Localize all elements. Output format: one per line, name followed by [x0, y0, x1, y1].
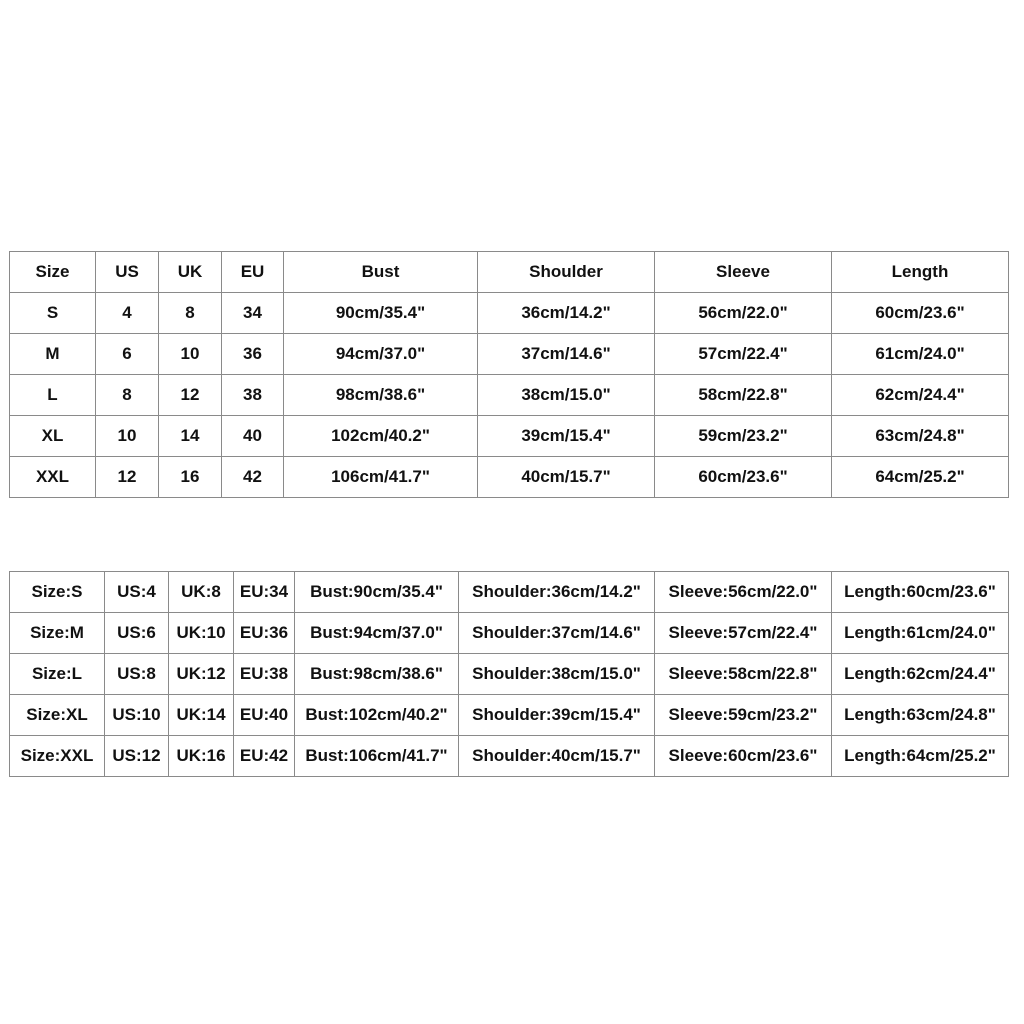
cell-sleeve: Sleeve:59cm/23.2" — [655, 695, 832, 736]
cell-sleeve: Sleeve:60cm/23.6" — [655, 736, 832, 777]
cell-uk: UK:8 — [169, 572, 234, 613]
header-shoulder: Shoulder — [478, 252, 655, 293]
cell-uk: UK:14 — [169, 695, 234, 736]
cell-shoulder: Shoulder:36cm/14.2" — [459, 572, 655, 613]
cell-size: XL — [10, 416, 96, 457]
table-row — [10, 375, 1009, 416]
table-row — [10, 736, 1009, 777]
table-row — [10, 695, 1009, 736]
cell-uk: 10 — [159, 334, 222, 375]
cell-size: XXL — [10, 457, 96, 498]
cell-eu: 42 — [222, 457, 284, 498]
size-chart-labeled-table — [9, 571, 1009, 777]
cell-size: Size:S — [10, 572, 105, 613]
cell-length: Length:62cm/24.4" — [832, 654, 1009, 695]
cell-eu: EU:40 — [234, 695, 295, 736]
cell-uk: UK:16 — [169, 736, 234, 777]
cell-uk: 12 — [159, 375, 222, 416]
cell-size: Size:XXL — [10, 736, 105, 777]
cell-bust: 94cm/37.0" — [284, 334, 478, 375]
header-bust: Bust — [284, 252, 478, 293]
cell-bust: Bust:94cm/37.0" — [295, 613, 459, 654]
cell-us: US:8 — [105, 654, 169, 695]
cell-bust: Bust:102cm/40.2" — [295, 695, 459, 736]
cell-eu: EU:42 — [234, 736, 295, 777]
cell-size: Size:M — [10, 613, 105, 654]
header-us: US — [96, 252, 159, 293]
cell-uk: 14 — [159, 416, 222, 457]
cell-us: US:10 — [105, 695, 169, 736]
cell-us: 12 — [96, 457, 159, 498]
cell-eu: EU:38 — [234, 654, 295, 695]
cell-shoulder: 37cm/14.6" — [478, 334, 655, 375]
cell-us: 10 — [96, 416, 159, 457]
cell-us: US:6 — [105, 613, 169, 654]
cell-shoulder: Shoulder:39cm/15.4" — [459, 695, 655, 736]
table-row — [10, 613, 1009, 654]
cell-shoulder: Shoulder:37cm/14.6" — [459, 613, 655, 654]
table-row — [10, 416, 1009, 457]
cell-length: 63cm/24.8" — [832, 416, 1009, 457]
cell-size: Size:XL — [10, 695, 105, 736]
cell-uk: 8 — [159, 293, 222, 334]
cell-bust: 90cm/35.4" — [284, 293, 478, 334]
cell-sleeve: 56cm/22.0" — [655, 293, 832, 334]
cell-length: Length:64cm/25.2" — [832, 736, 1009, 777]
cell-shoulder: 40cm/15.7" — [478, 457, 655, 498]
cell-eu: 38 — [222, 375, 284, 416]
cell-sleeve: Sleeve:57cm/22.4" — [655, 613, 832, 654]
header-size: Size — [10, 252, 96, 293]
cell-sleeve: Sleeve:56cm/22.0" — [655, 572, 832, 613]
table-header-row — [10, 252, 1009, 293]
cell-sleeve: 58cm/22.8" — [655, 375, 832, 416]
cell-size: Size:L — [10, 654, 105, 695]
cell-us: US:12 — [105, 736, 169, 777]
cell-us: US:4 — [105, 572, 169, 613]
table-row — [10, 334, 1009, 375]
cell-length: 60cm/23.6" — [832, 293, 1009, 334]
header-eu: EU — [222, 252, 284, 293]
cell-uk: UK:10 — [169, 613, 234, 654]
cell-eu: EU:36 — [234, 613, 295, 654]
cell-shoulder: Shoulder:40cm/15.7" — [459, 736, 655, 777]
cell-us: 4 — [96, 293, 159, 334]
cell-uk: UK:12 — [169, 654, 234, 695]
cell-sleeve: Sleeve:58cm/22.8" — [655, 654, 832, 695]
cell-length: 62cm/24.4" — [832, 375, 1009, 416]
cell-eu: EU:34 — [234, 572, 295, 613]
cell-length: Length:61cm/24.0" — [832, 613, 1009, 654]
cell-eu: 36 — [222, 334, 284, 375]
table-row — [10, 572, 1009, 613]
cell-bust: Bust:98cm/38.6" — [295, 654, 459, 695]
cell-size: M — [10, 334, 96, 375]
cell-sleeve: 59cm/23.2" — [655, 416, 832, 457]
cell-bust: Bust:90cm/35.4" — [295, 572, 459, 613]
cell-sleeve: 57cm/22.4" — [655, 334, 832, 375]
cell-uk: 16 — [159, 457, 222, 498]
header-uk: UK — [159, 252, 222, 293]
cell-eu: 40 — [222, 416, 284, 457]
cell-length: Length:63cm/24.8" — [832, 695, 1009, 736]
cell-us: 8 — [96, 375, 159, 416]
cell-eu: 34 — [222, 293, 284, 334]
cell-length: Length:60cm/23.6" — [832, 572, 1009, 613]
cell-us: 6 — [96, 334, 159, 375]
header-sleeve: Sleeve — [655, 252, 832, 293]
cell-bust: 106cm/41.7" — [284, 457, 478, 498]
header-length: Length — [832, 252, 1009, 293]
cell-size: L — [10, 375, 96, 416]
cell-size: S — [10, 293, 96, 334]
cell-bust: 98cm/38.6" — [284, 375, 478, 416]
cell-length: 64cm/25.2" — [832, 457, 1009, 498]
cell-bust: 102cm/40.2" — [284, 416, 478, 457]
cell-bust: Bust:106cm/41.7" — [295, 736, 459, 777]
cell-shoulder: 36cm/14.2" — [478, 293, 655, 334]
table-row — [10, 457, 1009, 498]
cell-length: 61cm/24.0" — [832, 334, 1009, 375]
cell-sleeve: 60cm/23.6" — [655, 457, 832, 498]
cell-shoulder: 38cm/15.0" — [478, 375, 655, 416]
table-row — [10, 293, 1009, 334]
table-row — [10, 654, 1009, 695]
size-chart-table — [9, 251, 1009, 498]
cell-shoulder: Shoulder:38cm/15.0" — [459, 654, 655, 695]
cell-shoulder: 39cm/15.4" — [478, 416, 655, 457]
